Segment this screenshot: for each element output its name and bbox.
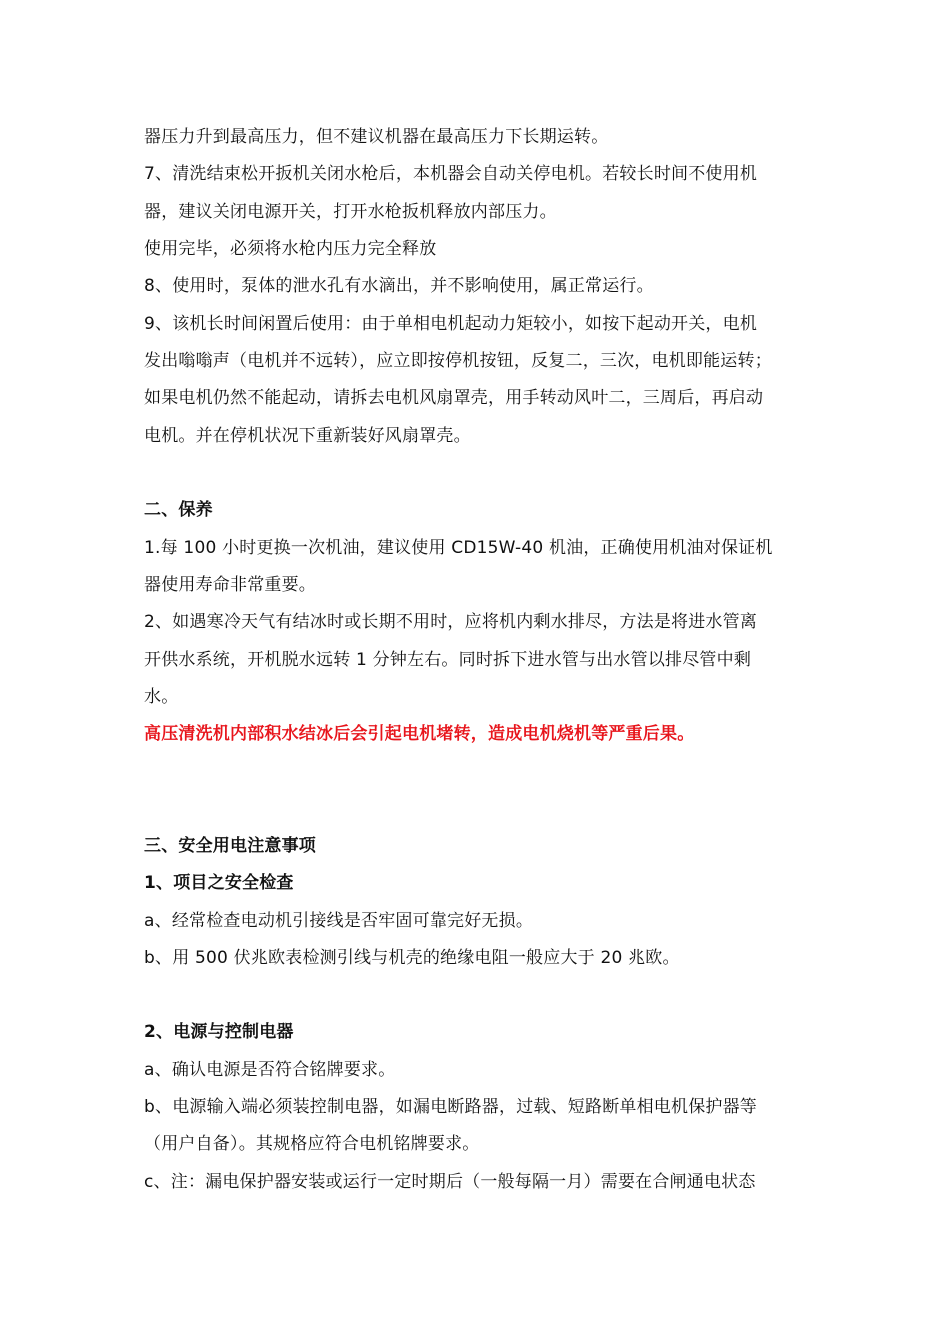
text-line: 8、使用时，泵体的泄水孔有水滴出，并不影响使用，属正常运行。 (144, 276, 654, 296)
text-line: 器使用寿命非常重要。 (144, 575, 316, 595)
section-heading-maintenance: 二、保养 (144, 500, 213, 520)
text-line: 1.每 100 小时更换一次机油，建议使用 CD15W-40 机油，正确使用机油对保证机 (144, 538, 773, 558)
subheading-power-control: 2、电源与控制电器 (144, 1022, 294, 1042)
text-line: a、经常检查电动机引接线是否牢固可靠完好无损。 (144, 911, 534, 931)
text-line: 器压力升到最高压力，但不建议机器在最高压力下长期运转。 (144, 127, 609, 147)
text-line: 如果电机仍然不能起动，请拆去电机风扇罩壳，用手转动风叶二，三周后，再启动 (144, 388, 764, 408)
text-line: 9、该机长时间闲置后使用：由于单相电机起动力矩较小，如按下起动开关，电机 (144, 314, 758, 334)
text-line: 2、如遇寒冷天气有结冰时或长期不用时，应将机内剩水排尽，方法是将进水管离 (144, 612, 758, 632)
text-line: c、注：漏电保护器安装或运行一定时期后（一般每隔一月）需要在合闸通电状态 (144, 1172, 756, 1192)
subheading-safety-check: 1、项目之安全检查 (144, 873, 294, 893)
text-line: 使用完毕，必须将水枪内压力完全释放 (144, 239, 437, 259)
text-line: b、用 500 伏兆欧表检测引线与机壳的绝缘电阻一般应大于 20 兆欧。 (144, 948, 680, 968)
text-line: 水。 (144, 687, 179, 707)
text-line: 开供水系统，开机脱水远转 1 分钟左右。同时拆下进水管与出水管以排尽管中剩 (144, 650, 752, 670)
text-line: 器，建议关闭电源开关，打开水枪扳机释放内部压力。 (144, 202, 557, 222)
text-line: 电机。并在停机状况下重新装好风扇罩壳。 (144, 426, 471, 446)
text-line: b、电源输入端必须装控制电器，如漏电断路器，过载、短路断单相电机保护器等 (144, 1097, 757, 1117)
text-line: 7、清洗结束松开扳机关闭水枪后，本机器会自动关停电机。若较长时间不使用机 (144, 164, 758, 184)
warning-text: 高压清洗机内部积水结冰后会引起电机堵转，造成电机烧机等严重后果。 (144, 724, 695, 744)
text-line: a、确认电源是否符合铭牌要求。 (144, 1060, 396, 1080)
text-line: 发出嗡嗡声（电机并不远转），应立即按停机按钮，反复二，三次，电机即能运转； (144, 351, 772, 371)
text-line: （用户自备）。其规格应符合电机铭牌要求。 (144, 1134, 480, 1154)
section-heading-electrical-safety: 三、安全用电注意事项 (144, 836, 316, 856)
